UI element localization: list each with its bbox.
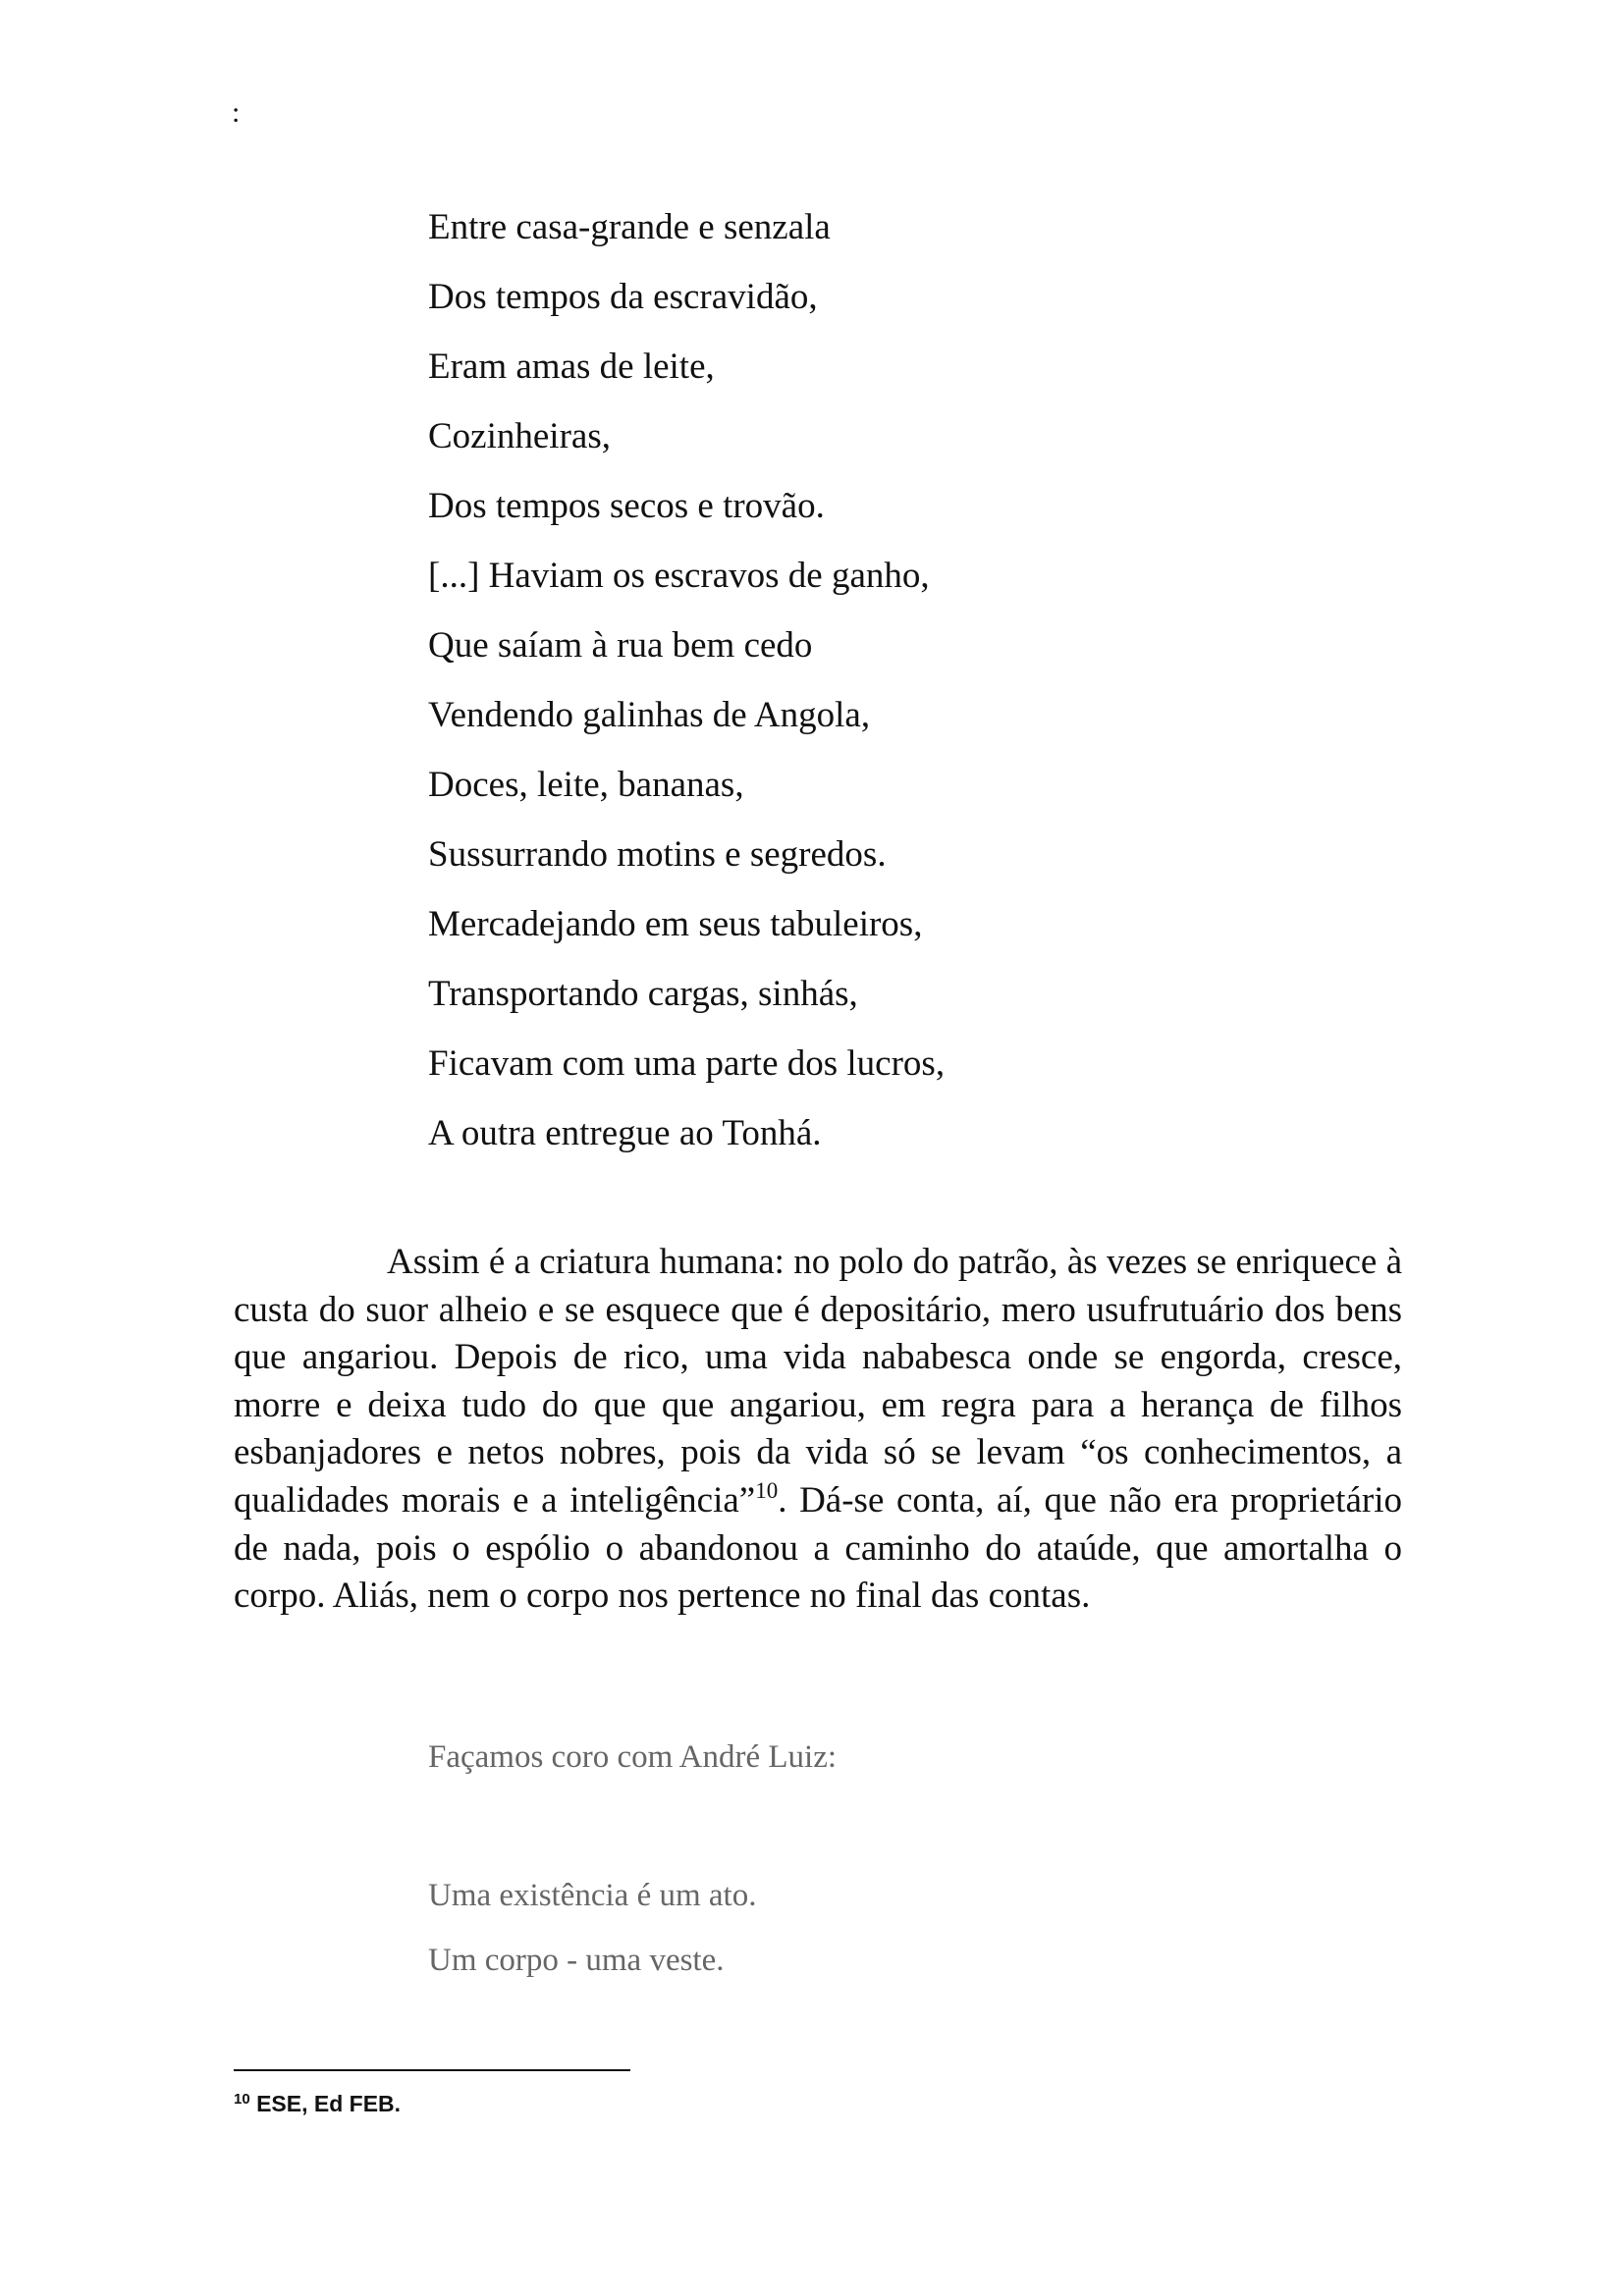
poem-block xyxy=(428,192,1410,1168)
footnote-number: 10 xyxy=(234,2091,250,2108)
footnote xyxy=(234,2089,401,2118)
poem-line: Dos tempos secos e trovão. xyxy=(428,486,825,526)
poem-line: Vendendo galinhas de Angola, xyxy=(428,695,871,735)
top-mark: : xyxy=(232,96,241,129)
footnote-reference[interactable]: 10 xyxy=(755,1477,779,1503)
poem-line: Mercadejando em seus tabuleiros, xyxy=(428,904,923,944)
poem-line: Entre casa-grande e senzala xyxy=(428,207,831,247)
footnote-separator xyxy=(234,2069,630,2071)
paragraph-text-part-2: . Dá-se conta, aí, que não era proprietário de nada, pois o espólio o abandonou a caminho do ataúde, que amortalha o corpo. Aliás, nem o corpo nos pertence no final das contas. xyxy=(234,1479,1402,1617)
poem-line: Doces, leite, bananas, xyxy=(428,765,744,805)
paragraph-text-part-1: Assim é a criatura humana: no polo do patrão, às vezes se enriquece à custa do suor alheio e se esquece que é depositário, mero usufrutuário dos bens que angariou. Depois de rico, uma vida nababesca onde se engorda, cresce, morre e deixa tudo do que que angariou, em regra para a herança de filhos esbanjadores e netos nobres, pois da vida só se levam “os conhecimentos, a qualidades morais e a inteligência” xyxy=(234,1242,1402,1521)
poem-line: Transportando cargas, sinhás, xyxy=(428,974,858,1014)
quote-line: Uma existência é um ato. xyxy=(428,1878,757,1913)
poem-line: Dos tempos da escravidão, xyxy=(428,277,818,317)
poem-line: A outra entregue ao Tonhá. xyxy=(428,1113,822,1153)
quote-block xyxy=(428,1863,756,1993)
poem-line: Eram amas de leite, xyxy=(428,347,715,387)
quote-line: Um corpo - uma veste. xyxy=(428,1943,725,1978)
quote-intro: Façamos coro com André Luiz: xyxy=(428,1739,838,1775)
poem-line: Cozinheiras, xyxy=(428,416,611,456)
poem-line: Sussurrando motins e segredos. xyxy=(428,834,887,875)
poem-line: Que saíam à rua bem cedo xyxy=(428,625,813,666)
footnote-text: ESE, Ed FEB. xyxy=(249,2091,402,2116)
body-paragraph xyxy=(234,1239,1402,1621)
poem-line: [...] Haviam os escravos de ganho, xyxy=(428,556,930,596)
poem-line: Ficavam com uma parte dos lucros, xyxy=(428,1043,946,1084)
